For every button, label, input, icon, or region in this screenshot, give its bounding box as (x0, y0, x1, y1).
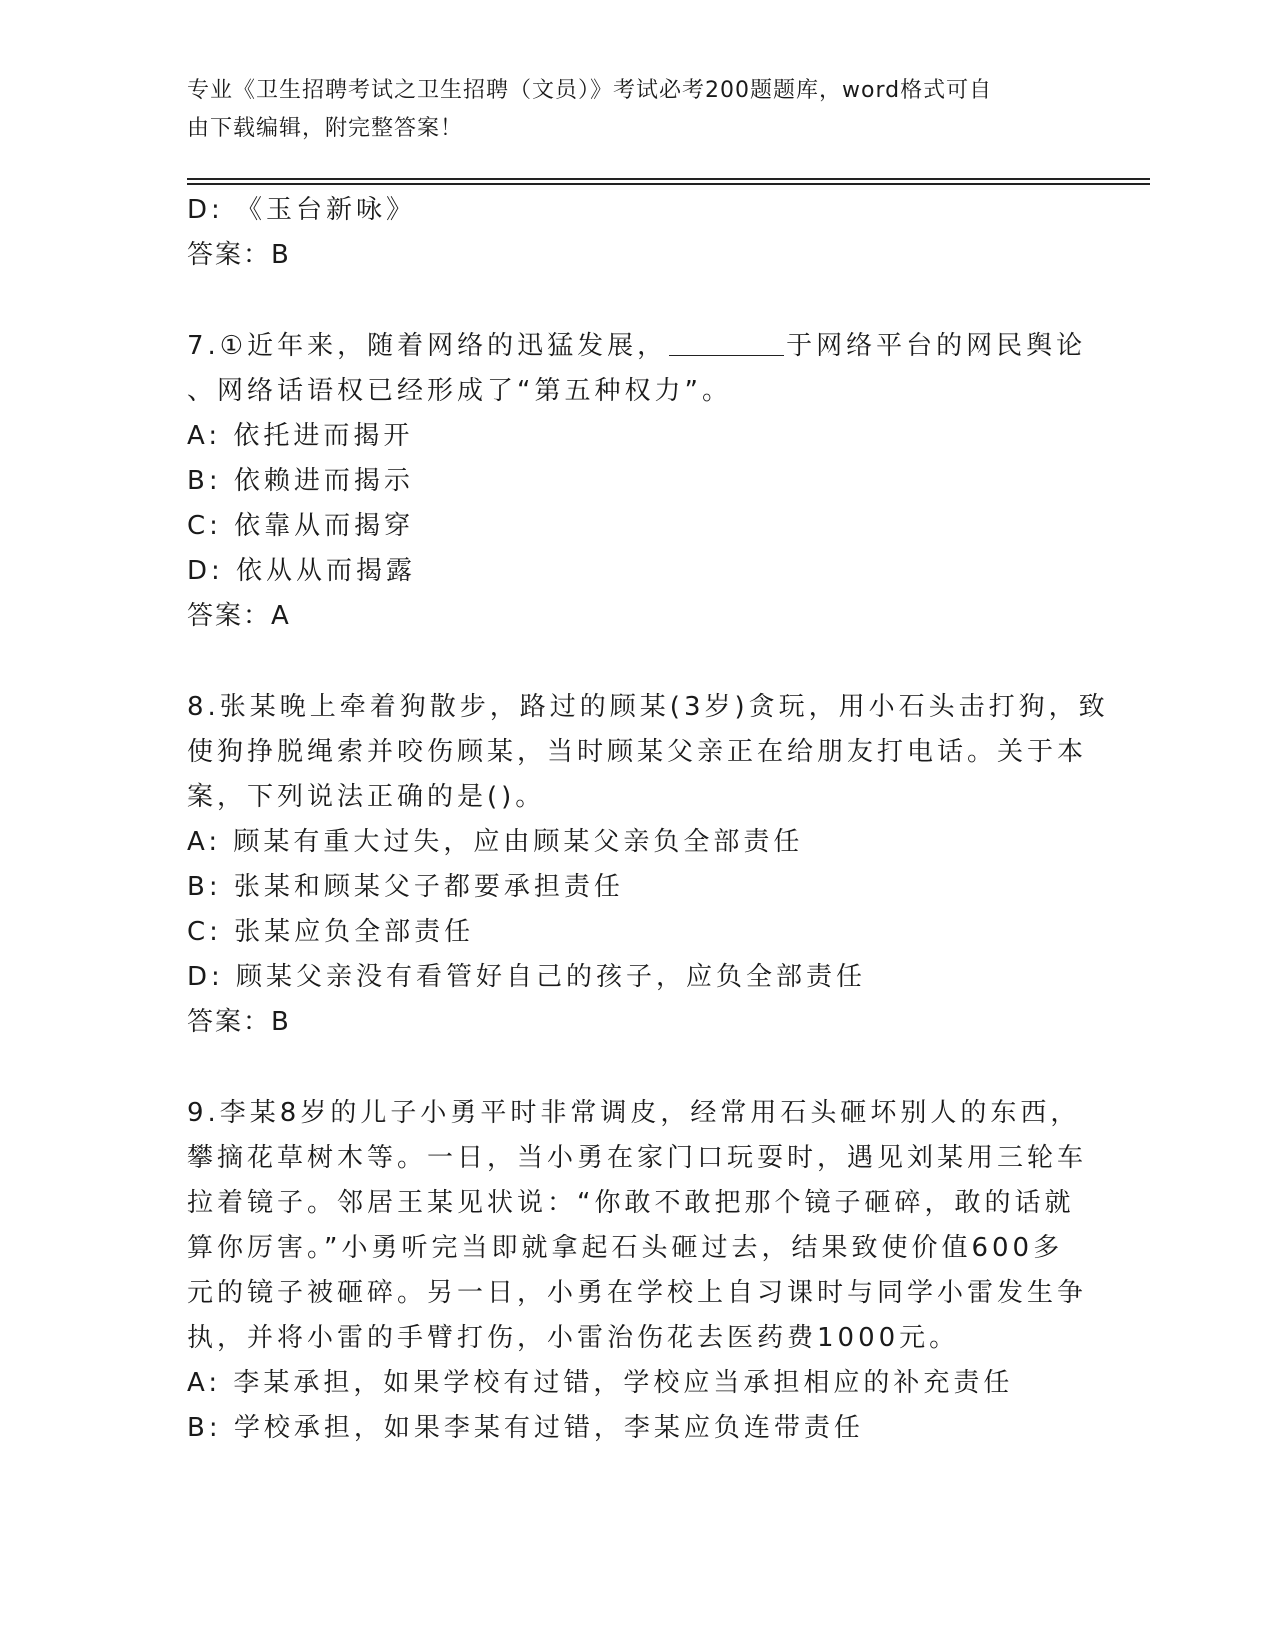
question-7-option-c: C: 依靠从而揭穿 (187, 511, 415, 541)
question-9-line-1: 9.李某8岁的儿子小勇平时非常调皮，经常用石头砸坏别人的东西， (187, 1098, 1081, 1128)
header-divider-bottom (187, 183, 1150, 185)
question-7-option-b: B: 依赖进而揭示 (187, 466, 414, 496)
document-header (187, 72, 1067, 148)
header-divider-top (187, 178, 1150, 180)
question-7-text-b: 于网络平台的网民舆论 (786, 331, 1087, 361)
question-9-line-5: 元的镜子被砸碎。另一日，小勇在学校上自习课时与同学小雷发生争 (187, 1278, 1088, 1308)
fill-blank (669, 329, 784, 356)
question-8-answer: 答案：B (187, 1007, 291, 1037)
question-9-line-2: 攀摘花草树木等。一日，当小勇在家门口玩耍时，遇见刘某用三轮车 (187, 1143, 1088, 1173)
question-9 (187, 1091, 1087, 1451)
question-8 (187, 685, 1109, 1045)
question-7-answer: 答案：A (187, 601, 291, 631)
question-7-line-2: 、网络话语权已经形成了“第五种权力”。 (187, 376, 732, 406)
question-7-text-a: 7.①近年来，随着网络的迅猛发展， (187, 331, 668, 361)
prev-answer: 答案：B (187, 240, 291, 270)
header-line-1: 专业《卫生招聘考试之卫生招聘（文员）》考试必考200题题库，word格式可自 (187, 78, 993, 103)
question-8-option-c: C: 张某应负全部责任 (187, 917, 475, 947)
question-8-option-a: A: 顾某有重大过失，应由顾某父亲负全部责任 (187, 827, 804, 857)
question-7-option-a: A: 依托进而揭开 (187, 421, 414, 451)
question-8-option-d: D: 顾某父亲没有看管好自己的孩子，应负全部责任 (187, 962, 867, 992)
question-9-line-4: 算你厉害。”小勇听完当即就拿起石头砸过去，结果致使价值600多 (187, 1233, 1064, 1263)
question-7 (187, 324, 1087, 639)
question-8-line-2: 使狗挣脱绳索并咬伤顾某，当时顾某父亲正在给朋友打电话。关于本 (187, 737, 1088, 767)
header-line-2: 由下载编辑，附完整答案！ (187, 116, 464, 141)
question-8-option-b: B: 张某和顾某父子都要承担责任 (187, 872, 624, 902)
question-7-line-1 (187, 324, 1087, 369)
question-9-option-a: A: 李某承担，如果学校有过错，学校应当承担相应的补充责任 (187, 1368, 1014, 1398)
prev-option-d: D: 《玉台新咏》 (187, 195, 417, 225)
question-9-line-3: 拉着镜子。邻居王某见状说：“你敢不敢把那个镜子砸碎，敢的话就 (187, 1188, 1075, 1218)
question-8-line-1: 8.张某晚上牵着狗散步，路过的顾某(3岁)贪玩，用小石头击打狗，致 (187, 692, 1109, 722)
document-body (187, 188, 1109, 1451)
question-9-line-6: 执，并将小雷的手臂打伤，小雷治伤花去医药费1000元。 (187, 1323, 960, 1353)
question-7-option-d: D: 依从从而揭露 (187, 556, 417, 586)
question-8-line-3: 案，下列说法正确的是()。 (187, 782, 546, 812)
question-9-option-b: B: 学校承担，如果李某有过错，李某应负连带责任 (187, 1413, 864, 1443)
